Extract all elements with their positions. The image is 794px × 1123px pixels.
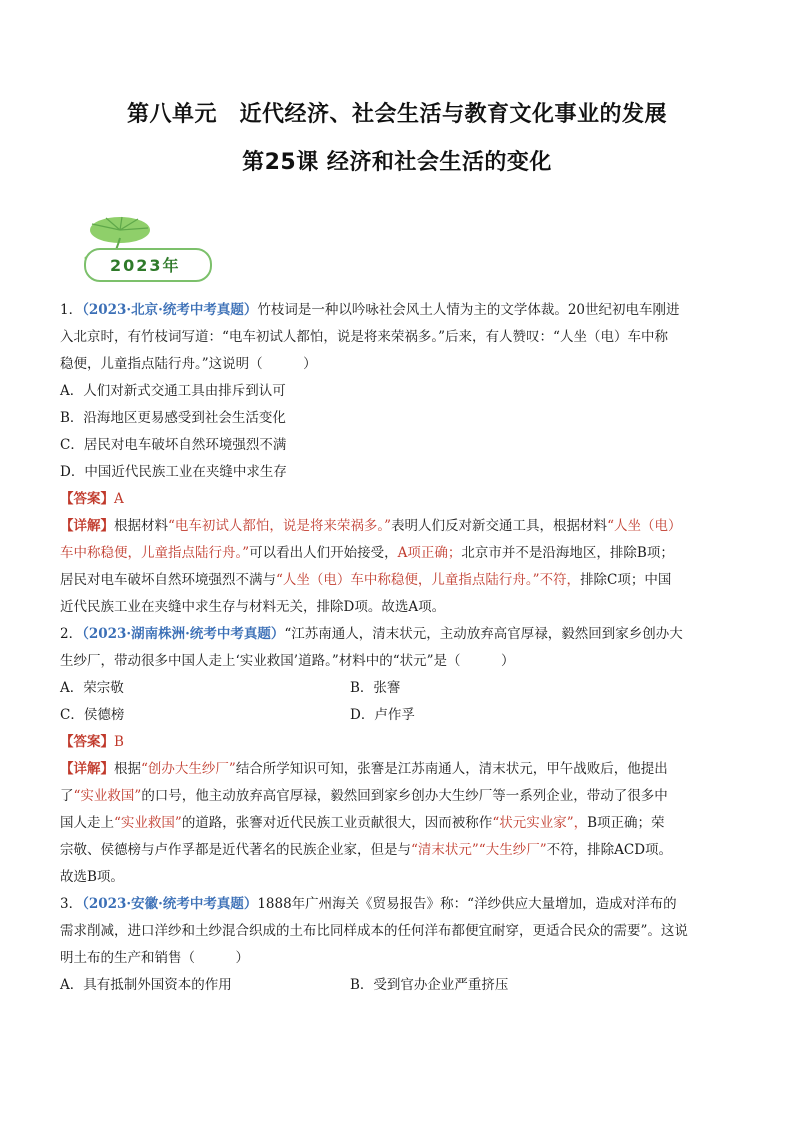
answer-value: A <box>114 491 124 507</box>
question-2-option-b: B．张謇 <box>350 680 401 696</box>
question-3-option-a: A．具有抵制外国资本的作用 <box>60 977 232 993</box>
detail-quote: “电车初试人都怕，说是将来荣祸多。” <box>168 518 392 534</box>
question-1-number: 1． <box>60 302 83 318</box>
question-2-stem-text: “江苏南通人，清末状元，主动放弃高官厚禄，毅然回到家乡创办大 <box>284 626 683 642</box>
question-2-options-row-2 <box>60 702 736 729</box>
answer-label: 【答案】 <box>60 734 114 750</box>
question-3-option-b: B．受到官办企业严重挤压 <box>350 977 509 993</box>
detail-quote: “人坐（电）车中称稳便，儿童指点陆行舟。” <box>276 572 540 588</box>
question-1-stem-line-1 <box>60 297 736 324</box>
question-2-stem-line-2: 生纱厂，带动很多中国人走上‘实业救国’道路。”材料中的“状元”是（ ） <box>60 653 515 669</box>
question-2-detail-line-1 <box>60 756 736 783</box>
detail-text: 了 <box>60 788 74 804</box>
question-1-stem-line-2: 入北京时，有竹枝词写道：“电车初试人都怕，说是将来荣祸多。”后来，有人赞叹：“人坐（电）车中称 <box>60 329 668 345</box>
question-3-source: （2023·安徽·统考中考真题） <box>82 896 258 912</box>
question-3-stem-line-2: 需求削减，进口洋纱和土纱混合织成的土布比同样成本的任何洋布都便宜耐穿，更适合民众的需要”。这说 <box>60 923 688 939</box>
detail-text: 表明人们反对新交通工具，根据材料 <box>391 518 608 534</box>
question-2-options-row-1 <box>60 675 736 702</box>
detail-quote: “创办大生纱厂” <box>141 761 236 777</box>
question-2-option-c: C．侯德榜 <box>60 707 125 723</box>
question-1-answer <box>60 486 736 513</box>
year-badge <box>72 218 212 282</box>
detail-conclusion: A项正确； <box>397 545 462 561</box>
question-1-option-d: D．中国近代民族工业在夹缝中求生存 <box>60 464 287 480</box>
unit-title: 第八单元 近代经济、社会生活与教育文化事业的发展 <box>126 102 667 127</box>
question-2-source: （2023·湖南株洲·统考中考真题） <box>82 626 285 642</box>
detail-text: 居民对电车破坏自然环境强烈不满与 <box>60 572 276 588</box>
detail-label: 【详解】 <box>60 518 114 534</box>
question-2-detail-line-3 <box>60 810 736 837</box>
question-1-stem-text: 竹枝词是一种以吟咏社会风土人情为主的文学体裁。20世纪初电车刚进 <box>257 302 680 318</box>
answer-label: 【答案】 <box>60 491 114 507</box>
detail-quote: 车中称稳便，儿童指点陆行舟。” <box>60 545 250 561</box>
question-3-stem-text: 1888年广州海关《贸易报告》称：“洋纱供应大量增加，造成对洋布的 <box>257 896 677 912</box>
question-1-detail-line-4: 近代民族工业在夹缝中求生存与材料无关，排除D项。故选A项。 <box>60 599 446 615</box>
question-list <box>60 297 736 999</box>
question-1-option-a: A．人们对新式交通工具由排斥到认可 <box>60 383 286 399</box>
detail-text: 宗敬、侯德榜与卢作孚都是近代著名的民族企业家，但是与 <box>60 842 411 858</box>
detail-text: 根据 <box>114 761 141 777</box>
detail-text: 的道路，张謇对近代民族工业贡献很大，因而被称作 <box>181 815 493 831</box>
question-1-detail-line-3 <box>60 567 736 594</box>
detail-conclusion: B项正确；荣 <box>587 815 665 831</box>
detail-text: 不符，排除ACD项。 <box>546 842 673 858</box>
question-2-number: 2． <box>60 626 83 642</box>
year-badge-label: 2023年 <box>110 256 181 275</box>
question-2-option-d: D．卢作孚 <box>350 707 415 723</box>
question-2-detail-line-2 <box>60 783 736 810</box>
detail-text: 的口号，他主动放弃高官厚禄，毅然回到家乡创办大生纱厂等一系列企业，带动了很多中 <box>141 788 668 804</box>
question-1-detail-line-2 <box>60 540 736 567</box>
answer-value: B <box>114 734 124 750</box>
question-2-answer <box>60 729 736 756</box>
question-3-number: 3． <box>60 896 83 912</box>
question-3-stem-line-3: 明土布的生产和销售（ ） <box>60 950 249 966</box>
detail-text: 结合所学知识可知，张謇是江苏南通人，清末状元，甲午战败后，他提出 <box>235 761 668 777</box>
question-2-option-a: A．荣宗敬 <box>60 680 124 696</box>
detail-text: 排除C项；中国 <box>580 572 672 588</box>
detail-quote: “人坐（电） <box>607 518 682 534</box>
detail-conclusion: 不符， <box>539 572 581 588</box>
detail-text: 北京市并不是沿海地区，排除B项； <box>461 545 674 561</box>
question-3-stem-line-1 <box>60 891 736 918</box>
detail-label: 【详解】 <box>60 761 114 777</box>
question-1-detail-line-1 <box>60 513 736 540</box>
question-3-options-row-1 <box>60 972 736 999</box>
detail-quote: “状元实业家”， <box>492 815 588 831</box>
question-2-detail-line-4 <box>60 837 736 864</box>
detail-quote: “实业救国” <box>114 815 182 831</box>
detail-text: 根据材料 <box>114 518 168 534</box>
question-1-stem-line-3: 稳便，儿童指点陆行舟。”这说明（ ） <box>60 356 317 372</box>
lesson-title: 第25课 经济和社会生活的变化 <box>242 150 552 175</box>
detail-text: 国人走上 <box>60 815 114 831</box>
detail-quote: “清末状元”“大生纱厂” <box>411 842 547 858</box>
question-1-option-b: B．沿海地区更易感受到社会生活变化 <box>60 410 286 426</box>
question-2-stem-line-1 <box>60 621 736 648</box>
detail-quote: “实业救国” <box>73 788 142 804</box>
question-1-option-c: C．居民对电车破坏自然环境强烈不满 <box>60 437 287 453</box>
detail-text: 可以看出人们开始接受， <box>249 545 398 561</box>
question-1-source: （2023·北京·统考中考真题） <box>82 302 258 318</box>
question-2-detail-line-5: 故选B项。 <box>60 869 124 885</box>
